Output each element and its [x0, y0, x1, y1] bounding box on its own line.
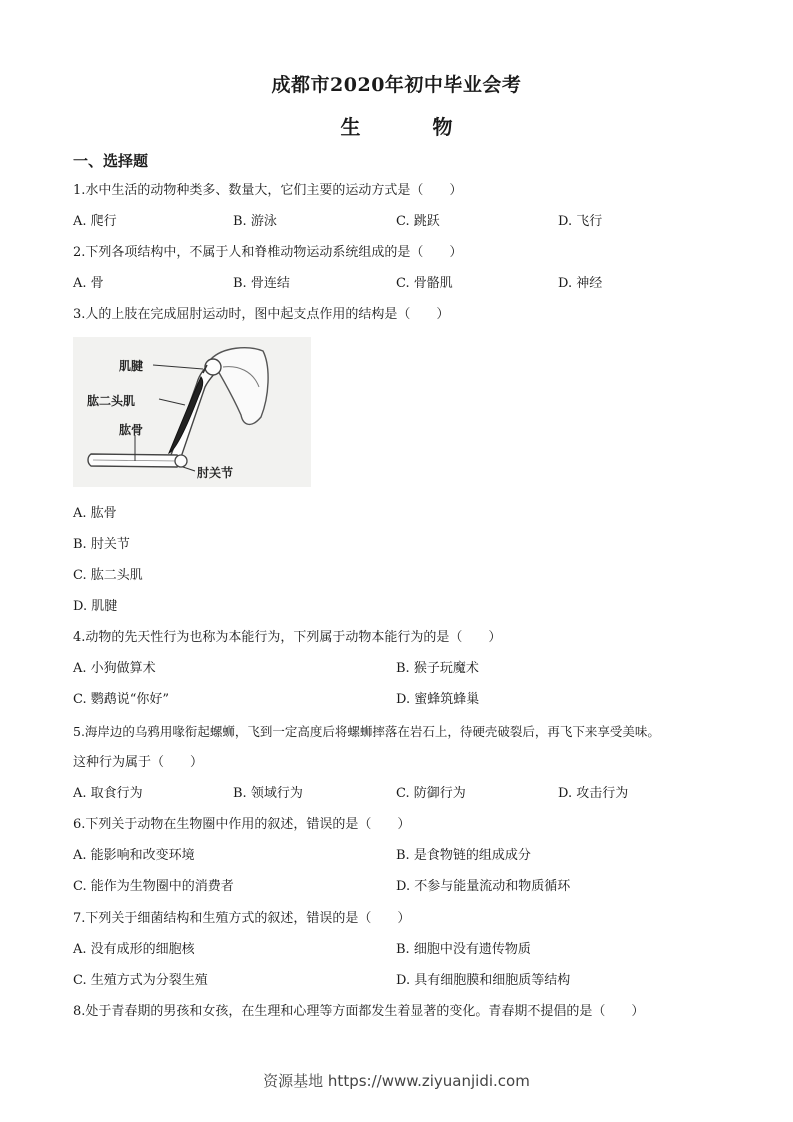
- q5-option-c: C. 防御行为: [396, 786, 466, 801]
- q3-option-a: A. 肱骨: [73, 506, 117, 521]
- question-1-stem: 1.水中生活的动物种类多、数量大，它们主要的运动方式是（ ）: [73, 183, 463, 198]
- q1-option-c: C. 跳跃: [396, 214, 440, 229]
- question-6-stem: 6.下列关于动物在生物圈中作用的叙述，错误的是（ ）: [73, 817, 411, 832]
- question-2-stem: 2.下列各项结构中，不属于人和脊椎动物运动系统组成的是（ ）: [73, 245, 463, 260]
- question-5-stem: 5.海岸边的乌鸦用喙衔起螺蛳，飞到一定高度后将螺蛳摔落在岩石上，待硬壳破裂后，再飞下来享受美味。: [73, 724, 660, 739]
- q6-option-b: B. 是食物链的组成成分: [396, 848, 531, 863]
- q4-option-c: C. 鹦鹉说“你好”: [73, 692, 170, 707]
- question-3-stem: 3.人的上肢在完成屈肘运动时，图中起支点作用的结构是（ ）: [73, 307, 450, 322]
- label-biceps: 肱二头肌: [87, 394, 136, 408]
- q3-option-c: C. 肱二头肌: [73, 568, 143, 583]
- label-humerus: 肱骨: [119, 423, 144, 437]
- q5-option-b: B. 领域行为: [233, 786, 303, 801]
- q4-option-a: A. 小狗做算术: [73, 661, 156, 676]
- question-8-stem: 8.处于青春期的男孩和女孩，在生理和心理等方面都发生着显著的变化。青春期不提倡的是（ ）: [73, 1004, 645, 1019]
- arm-muscle-diagram: [73, 337, 311, 487]
- label-tendon: 肌腱: [119, 359, 144, 373]
- q3-option-b: B. 肘关节: [73, 537, 130, 552]
- footer-source: 资源基地 https://www.ziyuanjidi.com: [263, 1072, 530, 1090]
- q4-option-d: D. 蜜蜂筑蜂巢: [396, 692, 480, 707]
- section-heading: 一、选择题: [73, 152, 149, 170]
- q7-option-b: B. 细胞中没有遗传物质: [396, 942, 531, 957]
- q7-option-d: D. 具有细胞膜和细胞质等结构: [396, 973, 571, 988]
- question-7-stem: 7.下列关于细菌结构和生殖方式的叙述，错误的是（ ）: [73, 911, 411, 926]
- label-elbow-joint: 肘关节: [197, 466, 234, 480]
- question-4-stem: 4.动物的先天性行为也称为本能行为，下列属于动物本能行为的是（ ）: [73, 630, 502, 645]
- q1-option-b: B. 游泳: [233, 214, 277, 229]
- q2-option-d: D. 神经: [558, 276, 603, 291]
- q2-option-c: C. 骨骼肌: [396, 276, 453, 291]
- q6-option-d: D. 不参与能量流动和物质循环: [396, 879, 571, 894]
- q1-option-d: D. 飞行: [558, 214, 603, 229]
- q5-option-d: D. 攻击行为: [558, 786, 629, 801]
- subject-title: 生 物: [340, 115, 479, 139]
- q5-option-a: A. 取食行为: [73, 786, 143, 801]
- q1-option-a: A. 爬行: [73, 214, 117, 229]
- page-title: 成都市2020年初中毕业会考: [271, 74, 522, 96]
- q6-option-c: C. 能作为生物圈中的消费者: [73, 879, 234, 894]
- arm-skeleton-illustration: [73, 337, 311, 487]
- q2-option-b: B. 骨连结: [233, 276, 290, 291]
- question-5-stem-cont: 这种行为属于（ ）: [73, 755, 204, 770]
- q6-option-a: A. 能影响和改变环境: [73, 848, 195, 863]
- q7-option-a: A. 没有成形的细胞核: [73, 942, 195, 957]
- q2-option-a: A. 骨: [73, 276, 104, 291]
- q7-option-c: C. 生殖方式为分裂生殖: [73, 973, 208, 988]
- q4-option-b: B. 猴子玩魔术: [396, 661, 479, 676]
- q3-option-d: D. 肌腱: [73, 599, 118, 614]
